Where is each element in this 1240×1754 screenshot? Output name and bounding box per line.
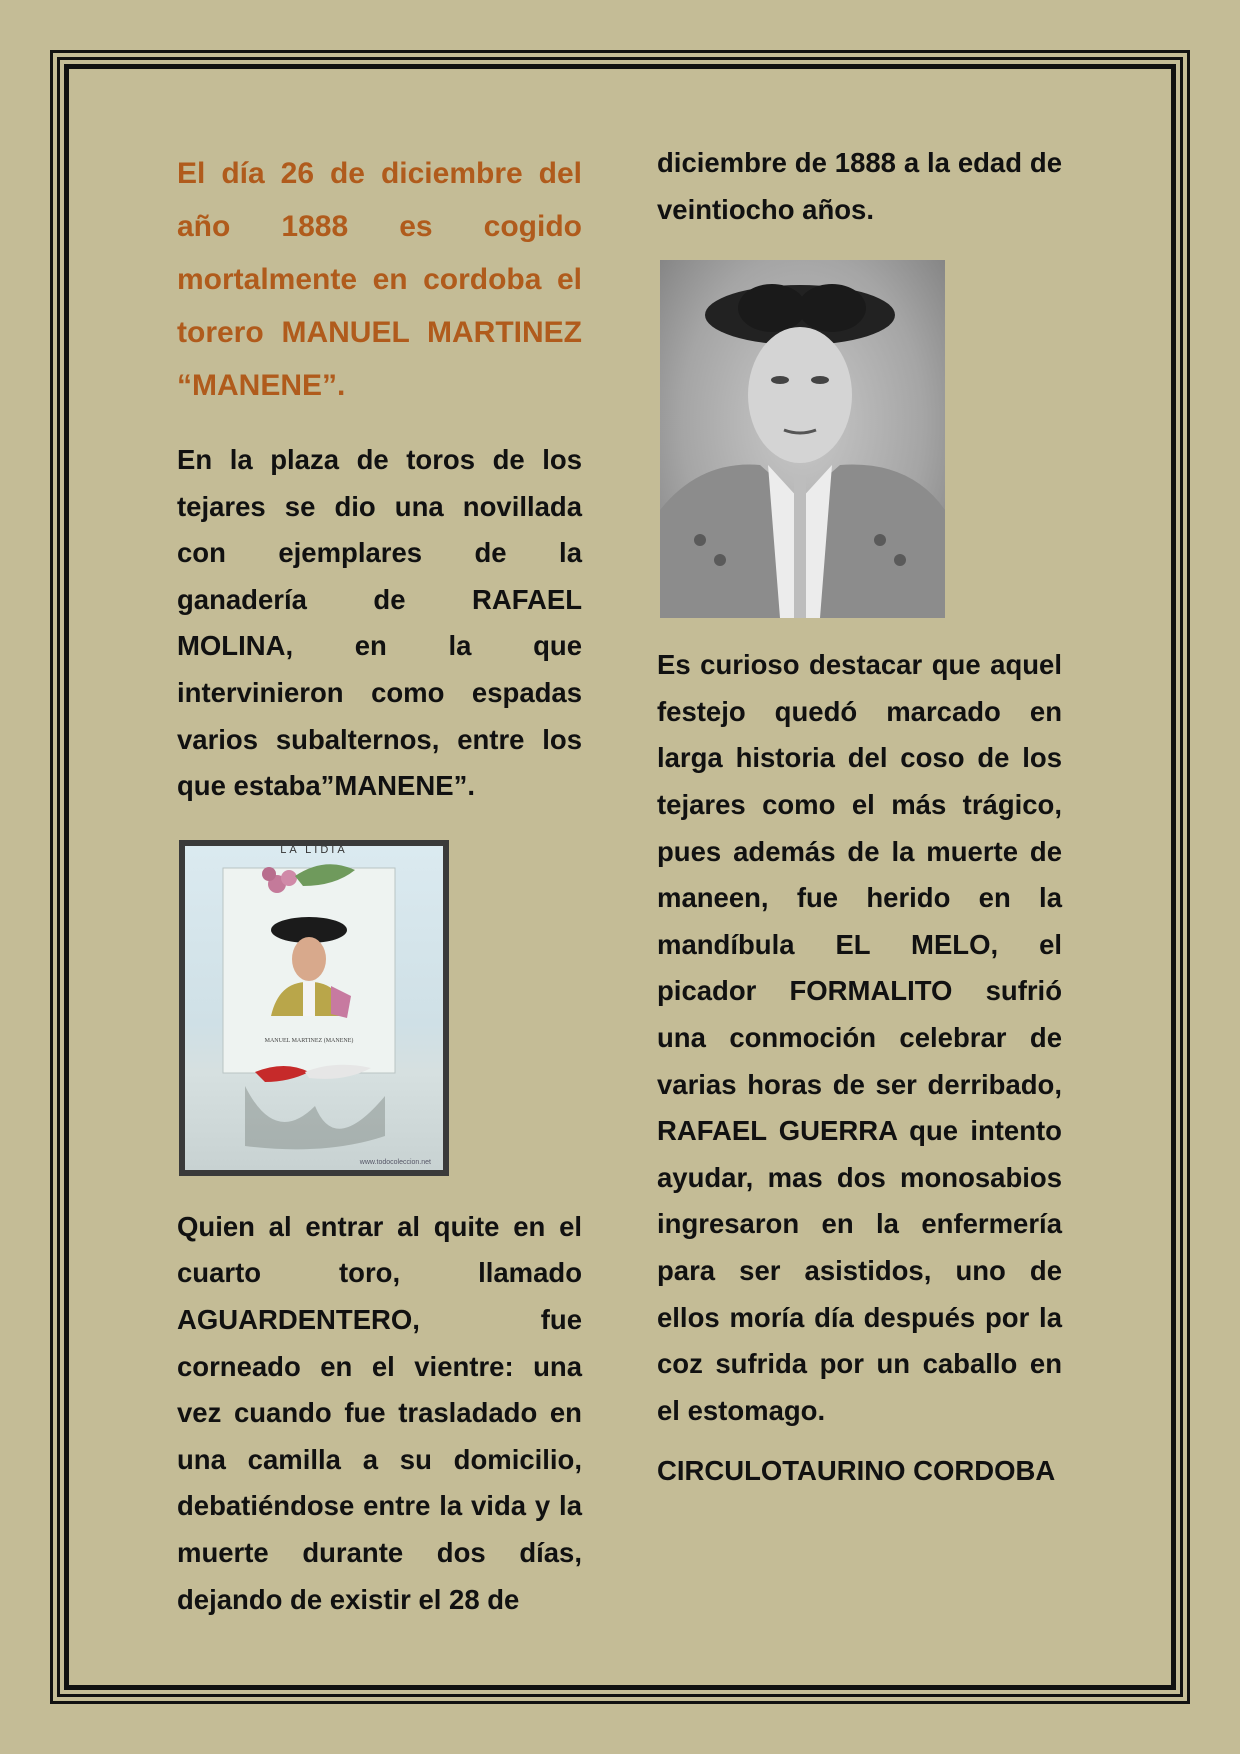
article-title: El día 26 de diciembre del año 1888 es cogido mortalmente en cordoba el torero MANUEL MARTINEZ “MANENE”. — [177, 157, 582, 402]
poster-illustration — [185, 846, 443, 1170]
right-column — [657, 140, 1062, 1495]
poster-watermark: www.todocoleccion.net — [359, 1158, 431, 1166]
signature: CIRCULOTAURINO CORDOBA — [657, 1455, 1056, 1487]
manene-portrait-photo — [660, 260, 945, 618]
left-column — [177, 140, 582, 1623]
poster-header: LA LIDIA — [280, 845, 348, 856]
paragraph-fecha: diciembre de 1888 a la edad de veintiocho años. — [657, 147, 1062, 225]
paragraph-plaza: En la plaza de toros de los tejares se dio una novillada con ejemplares de la ganadería de RAFAEL MOLINA, en la que intervinieron como espadas varios subalternos, entre los que estaba”MANENE”. — [177, 444, 582, 802]
paragraph-quite: Quien al entrar al quite en el cuarto toro, llamado AGUARDENTERO, fue corneado en el vientre: una vez cuando fue trasladado en una camilla a su domicilio, debatiéndose entre la vida y la muerte durante dos días, dejando de existir el 28 de — [177, 1210, 582, 1615]
la-lidia-poster-image — [179, 840, 449, 1176]
poster-caption: MANUEL MARTINEZ (MANENE) — [264, 1037, 354, 1044]
paragraph-festejo: Es curioso destacar que aquel festejo quedó marcado en larga historia del coso de los tejares como el más trágico, pues además de la muerte de maneen, fue herido en la mandíbula EL MELO, el picador FORMALITO sufrió una conmoción celebrar de varias horas de ser derribado, RAFAEL GUERRA que intento ayudar, mas dos monosabios ingresaron en la enfermería para ser asistidos, uno de ellos moría día después por la coz sufrida por un caballo en el estomago. — [657, 649, 1062, 1426]
portrait-illustration — [660, 260, 945, 618]
